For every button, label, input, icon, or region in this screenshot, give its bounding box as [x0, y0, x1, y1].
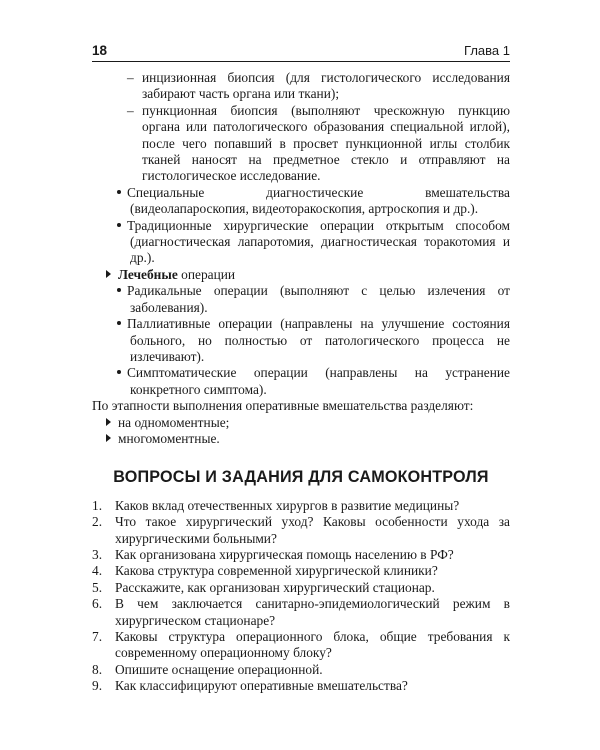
biopsy-item — [92, 103, 510, 185]
therapeutic-heading — [92, 267, 510, 283]
stages-intro: По этапности выполнения оперативные вмешательства разделяют: — [92, 398, 474, 414]
question-number: 7. — [92, 629, 103, 644]
question-number: 6. — [92, 596, 103, 612]
dash-marker: – — [127, 102, 134, 118]
diagnostic-bullet-text: Традиционные хирургические операции открытым способом (диагностическая лапаротомия, диагностическая торакотомия и др.). — [127, 217, 510, 266]
question-number: 8. — [92, 661, 103, 677]
triangle-bullet-icon — [106, 434, 111, 442]
question-number: 4. — [92, 563, 103, 579]
therapeutic-bullet — [92, 316, 510, 365]
bullet-icon — [117, 321, 121, 325]
question-text: Расскажите, как организован хирургический стационар. — [115, 579, 435, 595]
question-item — [92, 498, 510, 514]
question-item — [92, 629, 510, 662]
therapeutic-bullet-text: Паллиативные операции (направлены на улучшение состояния больного, но полностью от патологического процесса не излечивают). — [127, 316, 510, 364]
biopsy-item-text: инцизионная биопсия (для гистологического исследования забирают часть органа или ткани); — [142, 70, 510, 102]
therapeutic-rest: операции — [177, 266, 236, 282]
question-text: Каков вклад отечественных хирургов в развитие медицины? — [115, 497, 460, 513]
question-text: Что такое хирургический уход? Каковы особенности ухода за хирургическими больными? — [115, 514, 510, 546]
stages-item-text: на одномоментные; — [118, 414, 230, 430]
stages-item-text: многомоментные. — [118, 430, 220, 446]
question-item — [92, 580, 510, 596]
stages-item — [92, 431, 510, 447]
chapter-label: Глава 1 — [464, 43, 510, 58]
question-item — [92, 662, 510, 678]
biopsy-item-text: пункционная биопсия (выполняют чрескожную пункцию органа или патологического образования специальной иглой), после чего попавший в просвет пункционной иглы столбик тканей наносят на предметное стекло и отправляют на гистологическое исследование. — [142, 102, 510, 184]
question-text: Опишите оснащение операционной. — [115, 661, 323, 677]
question-number: 1. — [92, 497, 103, 513]
question-text: В чем заключается санитарно-эпидемиологический режим в хирургическом стационаре? — [115, 596, 510, 628]
triangle-bullet-icon — [106, 270, 111, 278]
page-body — [92, 70, 510, 695]
diagnostic-bullet-text: Специальные диагностические вмешательства (видеолапароскопия, видеоторакоскопия, артроскопия и др.). — [127, 184, 510, 217]
running-header — [92, 40, 510, 62]
page-number: 18 — [92, 43, 108, 58]
question-item — [92, 678, 510, 694]
question-item — [92, 547, 510, 563]
therapeutic-bold: Лечебные — [118, 266, 178, 282]
bullet-icon — [117, 223, 121, 227]
question-item — [92, 563, 510, 579]
document-page — [92, 40, 510, 695]
section-title: ВОПРОСЫ И ЗАДАНИЯ ДЛЯ САМОКОНТРОЛЯ — [113, 467, 489, 487]
question-number: 2. — [92, 514, 103, 530]
question-text: Как классифицируют оперативные вмешательства? — [115, 678, 408, 694]
therapeutic-bullet-text: Симптоматические операции (направлены на устранение конкретного симптома). — [127, 365, 510, 397]
bullet-icon — [117, 190, 121, 194]
dash-marker: – — [127, 70, 134, 85]
question-number: 9. — [92, 678, 103, 694]
question-item — [92, 514, 510, 547]
therapeutic-bullet-text: Радикальные операции (выполняют с целью излечения от заболевания). — [127, 283, 510, 315]
therapeutic-bullet — [92, 283, 510, 316]
bullet-icon — [117, 370, 121, 374]
question-text: Как организована хирургическая помощь населению в РФ? — [115, 546, 454, 562]
question-number: 5. — [92, 579, 103, 595]
bullet-icon — [117, 288, 121, 292]
question-text: Каковы структура операционного блока, общие требования к современному операционному блоку? — [115, 629, 510, 661]
question-text: Какова структура современной хирургической клиники? — [115, 563, 438, 579]
diagnostic-bullet — [92, 218, 510, 267]
therapeutic-bullet — [92, 365, 510, 398]
stages-item — [92, 415, 510, 431]
biopsy-item — [92, 70, 510, 103]
question-item — [92, 596, 510, 629]
triangle-bullet-icon — [106, 418, 111, 426]
question-number: 3. — [92, 546, 103, 562]
diagnostic-bullet — [92, 185, 510, 218]
